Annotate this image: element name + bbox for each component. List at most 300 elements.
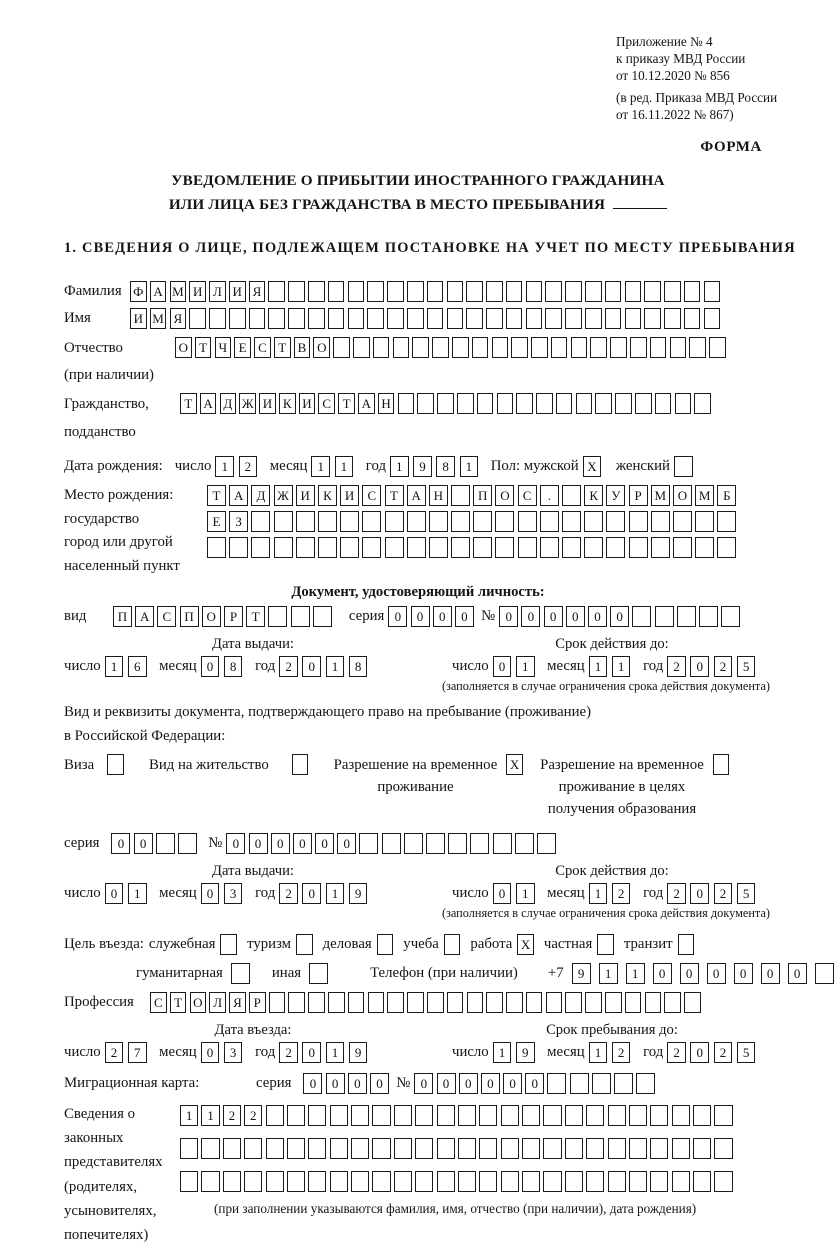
form-cell[interactable]: 8: [224, 656, 243, 677]
form-cell[interactable]: [309, 963, 328, 984]
form-cell[interactable]: П: [473, 485, 492, 506]
form-cell[interactable]: 1: [599, 963, 618, 984]
form-cell[interactable]: X: [583, 456, 602, 477]
form-cell[interactable]: [407, 511, 426, 532]
form-cell[interactable]: 0: [201, 656, 220, 677]
form-cell[interactable]: [296, 537, 315, 558]
form-cell[interactable]: [673, 511, 692, 532]
form-cell[interactable]: [296, 511, 315, 532]
form-cell[interactable]: [673, 537, 692, 558]
form-cell[interactable]: X: [506, 754, 523, 775]
form-cell[interactable]: А: [358, 393, 375, 414]
form-cell[interactable]: [362, 537, 381, 558]
form-cell[interactable]: [570, 1073, 589, 1094]
form-cell[interactable]: 2: [279, 883, 298, 904]
form-cell[interactable]: [288, 308, 305, 329]
form-cell[interactable]: [650, 1105, 668, 1126]
form-cell[interactable]: [565, 1105, 583, 1126]
form-cell[interactable]: [351, 1138, 369, 1159]
form-cell[interactable]: [695, 537, 714, 558]
form-cell[interactable]: 2: [105, 1042, 124, 1063]
form-cell[interactable]: [565, 308, 582, 329]
form-cell[interactable]: [287, 1171, 305, 1192]
form-cell[interactable]: 1: [516, 656, 535, 677]
form-cell[interactable]: [201, 1171, 219, 1192]
form-cell[interactable]: [595, 393, 612, 414]
form-cell[interactable]: [274, 511, 293, 532]
form-cell[interactable]: [501, 1171, 519, 1192]
form-cell[interactable]: А: [150, 281, 167, 302]
form-cell[interactable]: Л: [209, 992, 226, 1013]
form-cell[interactable]: [447, 281, 464, 302]
form-cell[interactable]: [615, 393, 632, 414]
form-cell[interactable]: 7: [128, 1042, 147, 1063]
form-cell[interactable]: [547, 1073, 566, 1094]
form-cell[interactable]: [451, 511, 470, 532]
form-cell[interactable]: 9: [349, 883, 368, 904]
form-cell[interactable]: [308, 1138, 326, 1159]
form-cell[interactable]: [677, 606, 696, 627]
form-cell[interactable]: [650, 1171, 668, 1192]
form-cell[interactable]: [266, 1105, 284, 1126]
form-cell[interactable]: [693, 1105, 711, 1126]
form-cell[interactable]: 2: [223, 1105, 241, 1126]
form-cell[interactable]: [497, 393, 514, 414]
form-cell[interactable]: [518, 537, 537, 558]
form-cell[interactable]: [372, 1105, 390, 1126]
form-cell[interactable]: 5: [737, 656, 756, 677]
form-cell[interactable]: 0: [544, 606, 563, 627]
form-cell[interactable]: М: [170, 281, 187, 302]
form-cell[interactable]: 2: [239, 456, 258, 477]
form-cell[interactable]: [291, 606, 310, 627]
form-cell[interactable]: 2: [667, 1042, 686, 1063]
form-cell[interactable]: [417, 393, 434, 414]
form-cell[interactable]: [699, 606, 718, 627]
form-cell[interactable]: 0: [525, 1073, 544, 1094]
form-cell[interactable]: [545, 308, 562, 329]
form-cell[interactable]: [571, 337, 588, 358]
form-cell[interactable]: [516, 393, 533, 414]
form-cell[interactable]: С: [362, 485, 381, 506]
form-cell[interactable]: [458, 1138, 476, 1159]
form-cell[interactable]: 0: [455, 606, 474, 627]
form-cell[interactable]: И: [229, 281, 246, 302]
form-cell[interactable]: [394, 1171, 412, 1192]
form-cell[interactable]: [556, 393, 573, 414]
form-cell[interactable]: [351, 1171, 369, 1192]
form-cell[interactable]: [333, 337, 350, 358]
form-cell[interactable]: [385, 537, 404, 558]
form-cell[interactable]: 0: [433, 606, 452, 627]
form-cell[interactable]: [249, 308, 266, 329]
form-cell[interactable]: [629, 1171, 647, 1192]
form-cell[interactable]: [522, 1138, 540, 1159]
form-cell[interactable]: [713, 754, 730, 775]
form-cell[interactable]: С: [157, 606, 176, 627]
form-cell[interactable]: [672, 1105, 690, 1126]
form-cell[interactable]: [362, 511, 381, 532]
form-cell[interactable]: Н: [429, 485, 448, 506]
form-cell[interactable]: [614, 1073, 633, 1094]
form-cell[interactable]: [629, 511, 648, 532]
form-cell[interactable]: [608, 1138, 626, 1159]
form-cell[interactable]: [367, 281, 384, 302]
form-cell[interactable]: [522, 1105, 540, 1126]
form-cell[interactable]: [296, 934, 313, 955]
form-cell[interactable]: [432, 337, 449, 358]
form-cell[interactable]: [209, 308, 226, 329]
form-cell[interactable]: 0: [293, 833, 312, 854]
form-cell[interactable]: Т: [170, 992, 187, 1013]
form-cell[interactable]: [714, 1171, 732, 1192]
form-cell[interactable]: [287, 1138, 305, 1159]
form-cell[interactable]: [693, 1171, 711, 1192]
form-cell[interactable]: 1: [589, 883, 608, 904]
form-cell[interactable]: [672, 1171, 690, 1192]
form-cell[interactable]: [717, 511, 736, 532]
form-cell[interactable]: [393, 337, 410, 358]
form-cell[interactable]: 0: [734, 963, 753, 984]
form-cell[interactable]: [565, 1171, 583, 1192]
form-cell[interactable]: 9: [572, 963, 591, 984]
form-cell[interactable]: .: [540, 485, 559, 506]
form-cell[interactable]: [606, 537, 625, 558]
form-cell[interactable]: 0: [302, 656, 321, 677]
form-cell[interactable]: [268, 308, 285, 329]
form-cell[interactable]: 0: [249, 833, 268, 854]
form-cell[interactable]: [437, 393, 454, 414]
form-cell[interactable]: 0: [302, 883, 321, 904]
form-cell[interactable]: [585, 308, 602, 329]
form-cell[interactable]: И: [299, 393, 316, 414]
form-cell[interactable]: [308, 992, 325, 1013]
form-cell[interactable]: [605, 281, 622, 302]
form-cell[interactable]: Т: [385, 485, 404, 506]
form-cell[interactable]: Т: [180, 393, 197, 414]
form-cell[interactable]: К: [584, 485, 603, 506]
form-cell[interactable]: Т: [246, 606, 265, 627]
form-cell[interactable]: [684, 308, 701, 329]
form-cell[interactable]: 5: [737, 883, 756, 904]
form-cell[interactable]: [721, 606, 740, 627]
form-cell[interactable]: И: [259, 393, 276, 414]
form-cell[interactable]: О: [175, 337, 192, 358]
form-cell[interactable]: [330, 1105, 348, 1126]
form-cell[interactable]: [678, 934, 695, 955]
form-cell[interactable]: П: [180, 606, 199, 627]
form-cell[interactable]: [495, 511, 514, 532]
form-cell[interactable]: [415, 1171, 433, 1192]
form-cell[interactable]: [644, 308, 661, 329]
form-cell[interactable]: [288, 992, 305, 1013]
form-cell[interactable]: [207, 537, 226, 558]
form-cell[interactable]: 1: [215, 456, 234, 477]
form-cell[interactable]: 2: [244, 1105, 262, 1126]
form-cell[interactable]: 1: [326, 883, 345, 904]
form-cell[interactable]: [629, 1105, 647, 1126]
form-cell[interactable]: Ж: [274, 485, 293, 506]
form-cell[interactable]: 0: [566, 606, 585, 627]
form-cell[interactable]: 9: [349, 1042, 368, 1063]
form-cell[interactable]: [251, 511, 270, 532]
form-cell[interactable]: [308, 1105, 326, 1126]
form-cell[interactable]: 0: [337, 833, 356, 854]
form-cell[interactable]: [472, 337, 489, 358]
form-cell[interactable]: 2: [714, 883, 733, 904]
form-cell[interactable]: 0: [315, 833, 334, 854]
form-cell[interactable]: [156, 833, 175, 854]
form-cell[interactable]: [479, 1171, 497, 1192]
form-cell[interactable]: [630, 337, 647, 358]
form-cell[interactable]: [506, 992, 523, 1013]
form-cell[interactable]: [269, 992, 286, 1013]
form-cell[interactable]: 0: [788, 963, 807, 984]
form-cell[interactable]: [526, 281, 543, 302]
form-cell[interactable]: [486, 308, 503, 329]
form-cell[interactable]: Т: [338, 393, 355, 414]
form-cell[interactable]: Я: [249, 281, 266, 302]
form-cell[interactable]: [674, 456, 693, 477]
form-cell[interactable]: М: [150, 308, 167, 329]
form-cell[interactable]: [664, 992, 681, 1013]
form-cell[interactable]: [501, 1138, 519, 1159]
form-cell[interactable]: [629, 1138, 647, 1159]
form-cell[interactable]: 0: [271, 833, 290, 854]
form-cell[interactable]: [348, 992, 365, 1013]
form-cell[interactable]: 0: [134, 833, 153, 854]
form-cell[interactable]: [407, 308, 424, 329]
form-cell[interactable]: [458, 1105, 476, 1126]
form-cell[interactable]: 2: [667, 656, 686, 677]
form-cell[interactable]: [348, 308, 365, 329]
form-cell[interactable]: 0: [348, 1073, 367, 1094]
form-cell[interactable]: 9: [516, 1042, 535, 1063]
form-cell[interactable]: [448, 833, 467, 854]
form-cell[interactable]: [477, 393, 494, 414]
form-cell[interactable]: 5: [737, 1042, 756, 1063]
form-cell[interactable]: С: [254, 337, 271, 358]
form-cell[interactable]: М: [695, 485, 714, 506]
form-cell[interactable]: 1: [128, 883, 147, 904]
form-cell[interactable]: 0: [690, 656, 709, 677]
form-cell[interactable]: [664, 281, 681, 302]
form-cell[interactable]: [506, 308, 523, 329]
form-cell[interactable]: 1: [326, 1042, 345, 1063]
form-cell[interactable]: Р: [224, 606, 243, 627]
form-cell[interactable]: [427, 281, 444, 302]
form-cell[interactable]: [274, 537, 293, 558]
form-cell[interactable]: [359, 833, 378, 854]
form-cell[interactable]: [537, 833, 556, 854]
form-cell[interactable]: 6: [128, 656, 147, 677]
form-cell[interactable]: [526, 992, 543, 1013]
form-cell[interactable]: Я: [229, 992, 246, 1013]
form-cell[interactable]: [543, 1105, 561, 1126]
form-cell[interactable]: [382, 833, 401, 854]
form-cell[interactable]: 1: [335, 456, 354, 477]
form-cell[interactable]: [372, 1171, 390, 1192]
form-cell[interactable]: 2: [612, 883, 631, 904]
form-cell[interactable]: Н: [378, 393, 395, 414]
form-cell[interactable]: [693, 1138, 711, 1159]
form-cell[interactable]: 0: [521, 606, 540, 627]
form-cell[interactable]: [543, 1171, 561, 1192]
form-cell[interactable]: А: [135, 606, 154, 627]
form-cell[interactable]: [704, 308, 721, 329]
form-cell[interactable]: [318, 511, 337, 532]
form-cell[interactable]: Е: [207, 511, 226, 532]
form-cell[interactable]: 2: [279, 1042, 298, 1063]
form-cell[interactable]: [457, 393, 474, 414]
form-cell[interactable]: [223, 1138, 241, 1159]
form-cell[interactable]: 1: [326, 656, 345, 677]
form-cell[interactable]: 3: [224, 883, 243, 904]
form-cell[interactable]: [486, 281, 503, 302]
form-cell[interactable]: [429, 537, 448, 558]
form-cell[interactable]: А: [200, 393, 217, 414]
form-cell[interactable]: [412, 337, 429, 358]
form-cell[interactable]: [576, 393, 593, 414]
form-cell[interactable]: И: [130, 308, 147, 329]
form-cell[interactable]: 0: [388, 606, 407, 627]
form-cell[interactable]: 3: [224, 1042, 243, 1063]
form-cell[interactable]: Б: [717, 485, 736, 506]
form-cell[interactable]: [268, 281, 285, 302]
form-cell[interactable]: [437, 1171, 455, 1192]
form-cell[interactable]: 1: [626, 963, 645, 984]
form-cell[interactable]: [562, 485, 581, 506]
form-cell[interactable]: К: [279, 393, 296, 414]
form-cell[interactable]: 0: [326, 1073, 345, 1094]
form-cell[interactable]: [268, 606, 287, 627]
form-cell[interactable]: [394, 1105, 412, 1126]
form-cell[interactable]: О: [313, 337, 330, 358]
form-cell[interactable]: 0: [201, 1042, 220, 1063]
form-cell[interactable]: [635, 393, 652, 414]
form-cell[interactable]: [536, 393, 553, 414]
form-cell[interactable]: [351, 1105, 369, 1126]
form-cell[interactable]: [313, 606, 332, 627]
form-cell[interactable]: [466, 281, 483, 302]
form-cell[interactable]: Ф: [130, 281, 147, 302]
form-cell[interactable]: [340, 511, 359, 532]
form-cell[interactable]: 0: [707, 963, 726, 984]
form-cell[interactable]: [394, 1138, 412, 1159]
form-cell[interactable]: И: [340, 485, 359, 506]
form-cell[interactable]: Р: [629, 485, 648, 506]
form-cell[interactable]: [636, 1073, 655, 1094]
form-cell[interactable]: Р: [249, 992, 266, 1013]
form-cell[interactable]: 0: [690, 1042, 709, 1063]
form-cell[interactable]: [565, 992, 582, 1013]
form-cell[interactable]: 1: [493, 1042, 512, 1063]
form-cell[interactable]: [180, 1138, 198, 1159]
form-cell[interactable]: 0: [503, 1073, 522, 1094]
form-cell[interactable]: [372, 1138, 390, 1159]
form-cell[interactable]: 0: [437, 1073, 456, 1094]
form-cell[interactable]: [625, 308, 642, 329]
form-cell[interactable]: Т: [195, 337, 212, 358]
form-cell[interactable]: 2: [714, 1042, 733, 1063]
form-cell[interactable]: И: [189, 281, 206, 302]
form-cell[interactable]: 8: [349, 656, 368, 677]
form-cell[interactable]: [451, 485, 470, 506]
form-cell[interactable]: [590, 337, 607, 358]
form-cell[interactable]: [470, 833, 489, 854]
form-cell[interactable]: З: [229, 511, 248, 532]
form-cell[interactable]: [231, 963, 250, 984]
form-cell[interactable]: [458, 1171, 476, 1192]
form-cell[interactable]: [586, 1105, 604, 1126]
form-cell[interactable]: [584, 511, 603, 532]
form-cell[interactable]: 0: [411, 606, 430, 627]
form-cell[interactable]: С: [518, 485, 537, 506]
form-cell[interactable]: [437, 1105, 455, 1126]
form-cell[interactable]: [467, 992, 484, 1013]
form-cell[interactable]: Л: [209, 281, 226, 302]
form-cell[interactable]: [605, 992, 622, 1013]
form-cell[interactable]: А: [407, 485, 426, 506]
form-cell[interactable]: Т: [207, 485, 226, 506]
form-cell[interactable]: [244, 1138, 262, 1159]
form-cell[interactable]: [492, 337, 509, 358]
form-cell[interactable]: А: [229, 485, 248, 506]
form-cell[interactable]: [670, 337, 687, 358]
form-cell[interactable]: [447, 308, 464, 329]
form-cell[interactable]: [592, 1073, 611, 1094]
form-cell[interactable]: [608, 1171, 626, 1192]
form-cell[interactable]: [385, 511, 404, 532]
form-cell[interactable]: [415, 1138, 433, 1159]
form-cell[interactable]: П: [113, 606, 132, 627]
form-cell[interactable]: [407, 992, 424, 1013]
form-cell[interactable]: 0: [493, 656, 512, 677]
form-cell[interactable]: [584, 537, 603, 558]
form-cell[interactable]: [387, 308, 404, 329]
form-cell[interactable]: 0: [111, 833, 130, 854]
form-cell[interactable]: [562, 511, 581, 532]
form-cell[interactable]: [562, 537, 581, 558]
form-cell[interactable]: [651, 537, 670, 558]
form-cell[interactable]: 2: [612, 1042, 631, 1063]
form-cell[interactable]: [586, 1171, 604, 1192]
form-cell[interactable]: [565, 1138, 583, 1159]
form-cell[interactable]: [625, 992, 642, 1013]
form-cell[interactable]: [695, 511, 714, 532]
form-cell[interactable]: В: [294, 337, 311, 358]
form-cell[interactable]: 1: [589, 656, 608, 677]
form-cell[interactable]: [292, 754, 309, 775]
form-cell[interactable]: [353, 337, 370, 358]
form-cell[interactable]: [251, 537, 270, 558]
form-cell[interactable]: 0: [761, 963, 780, 984]
form-cell[interactable]: [330, 1171, 348, 1192]
form-cell[interactable]: [689, 337, 706, 358]
form-cell[interactable]: [518, 511, 537, 532]
form-cell[interactable]: [328, 308, 345, 329]
form-cell[interactable]: [540, 537, 559, 558]
form-cell[interactable]: [546, 992, 563, 1013]
form-cell[interactable]: [629, 537, 648, 558]
form-cell[interactable]: [501, 1105, 519, 1126]
form-cell[interactable]: 1: [390, 456, 409, 477]
form-cell[interactable]: [717, 537, 736, 558]
form-cell[interactable]: [586, 1138, 604, 1159]
form-cell[interactable]: 0: [653, 963, 672, 984]
form-cell[interactable]: [107, 754, 124, 775]
form-cell[interactable]: О: [673, 485, 692, 506]
